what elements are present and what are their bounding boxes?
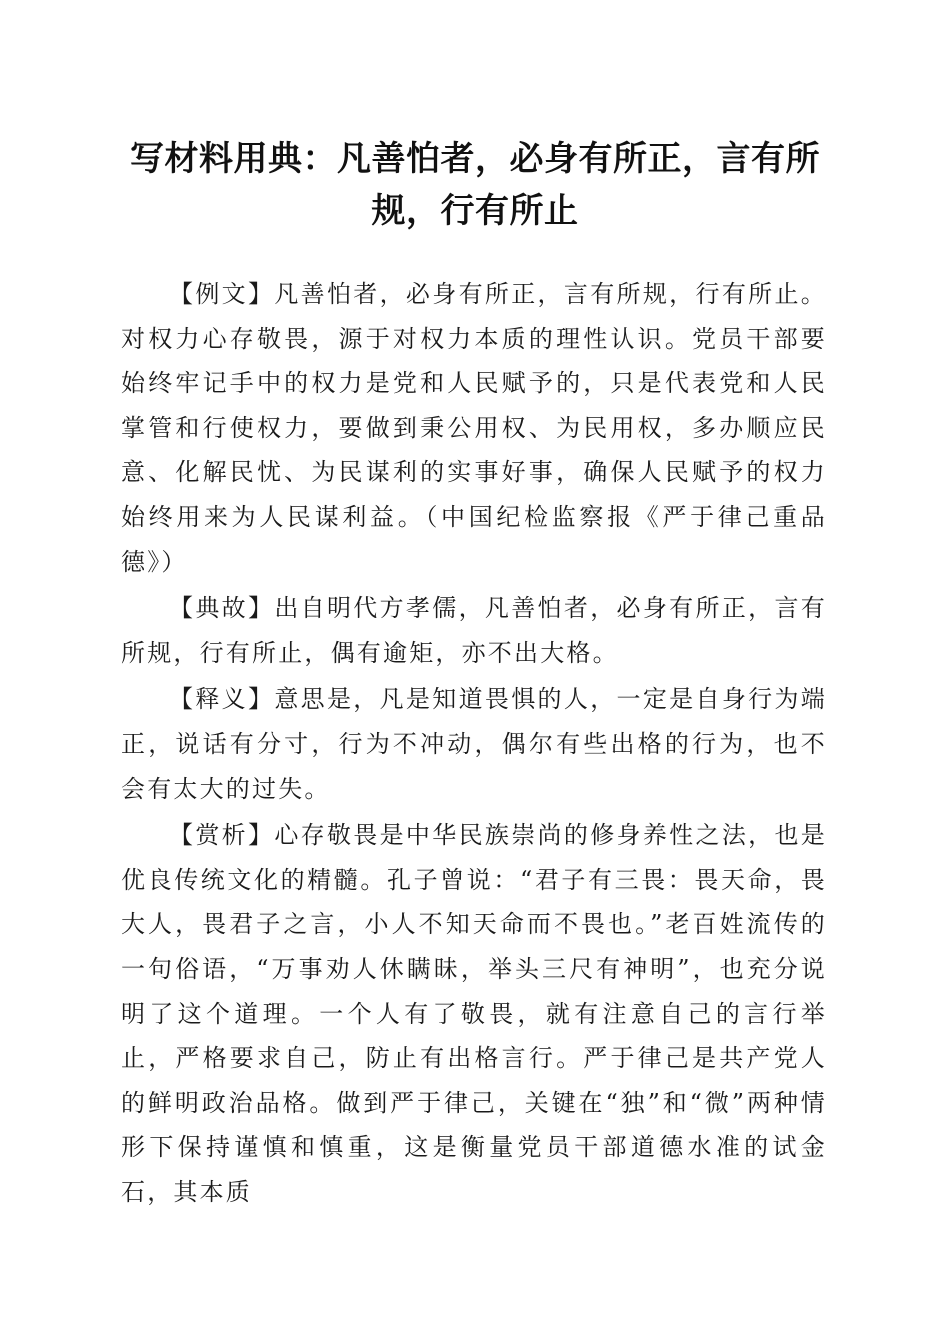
paragraph-allusion [121, 586, 827, 675]
paragraph-analysis [121, 813, 827, 1214]
paragraph-tag: 【释义】 [169, 685, 275, 714]
document-title: 写材料用典：凡善怕者，必身有所正，言有所规，行有所止 [130, 139, 820, 231]
paragraph-tag: 【赏析】 [169, 821, 275, 850]
paragraph-meaning [121, 677, 827, 811]
paragraph-text: 凡善怕者，必身有所正，言有所规，行有所止。对权力心存敬畏，源于对权力本质的理性认识。党员干部要始终牢记手中的权力是党和人民赋予的，只是代表党和人民掌管和行使权力，要做到秉公用权、为民用权，多办顺应民意、化解民忧、为民谋利的实事好事，确保人民赋予的权力始终用来为人民谋利益。（中国纪检监察报《严于律己重品德》） [121, 280, 827, 576]
document-body [121, 272, 827, 1216]
paragraph-text: 意思是，凡是知道畏惧的人，一定是自身行为端正，说话有分寸，行为不冲动，偶尔有些出格的行为，也不会有太大的过失。 [121, 685, 827, 803]
paragraph-tag: 【典故】 [169, 594, 275, 623]
paragraph-text: 心存敬畏是中华民族崇尚的修身养性之法，也是优良传统文化的精髓。孔子曾说：“君子有三畏：畏天命，畏大人，畏君子之言，小人不知天命而不畏也。”老百姓流传的一句俗语，“万事劝人休瞒昧，举头三尺有神明”，也充分说明了这个道理。一个人有了敬畏，就有注意自己的言行举止，严格要求自己，防止有出格言行。严于律己是共产党人的鲜明政治品格。做到严于律己，关键在“独”和“微”两种情形下保持谨慎和慎重，这是衡量党员干部道德水准的试金石，其本质 [121, 821, 827, 1206]
paragraph-tag: 【例文】 [169, 280, 275, 308]
paragraph-text: 出自明代方孝儒，凡善怕者，必身有所正，言有所规，行有所止，偶有逾矩，亦不出大格。 [121, 594, 827, 667]
paragraph-example [121, 272, 827, 584]
